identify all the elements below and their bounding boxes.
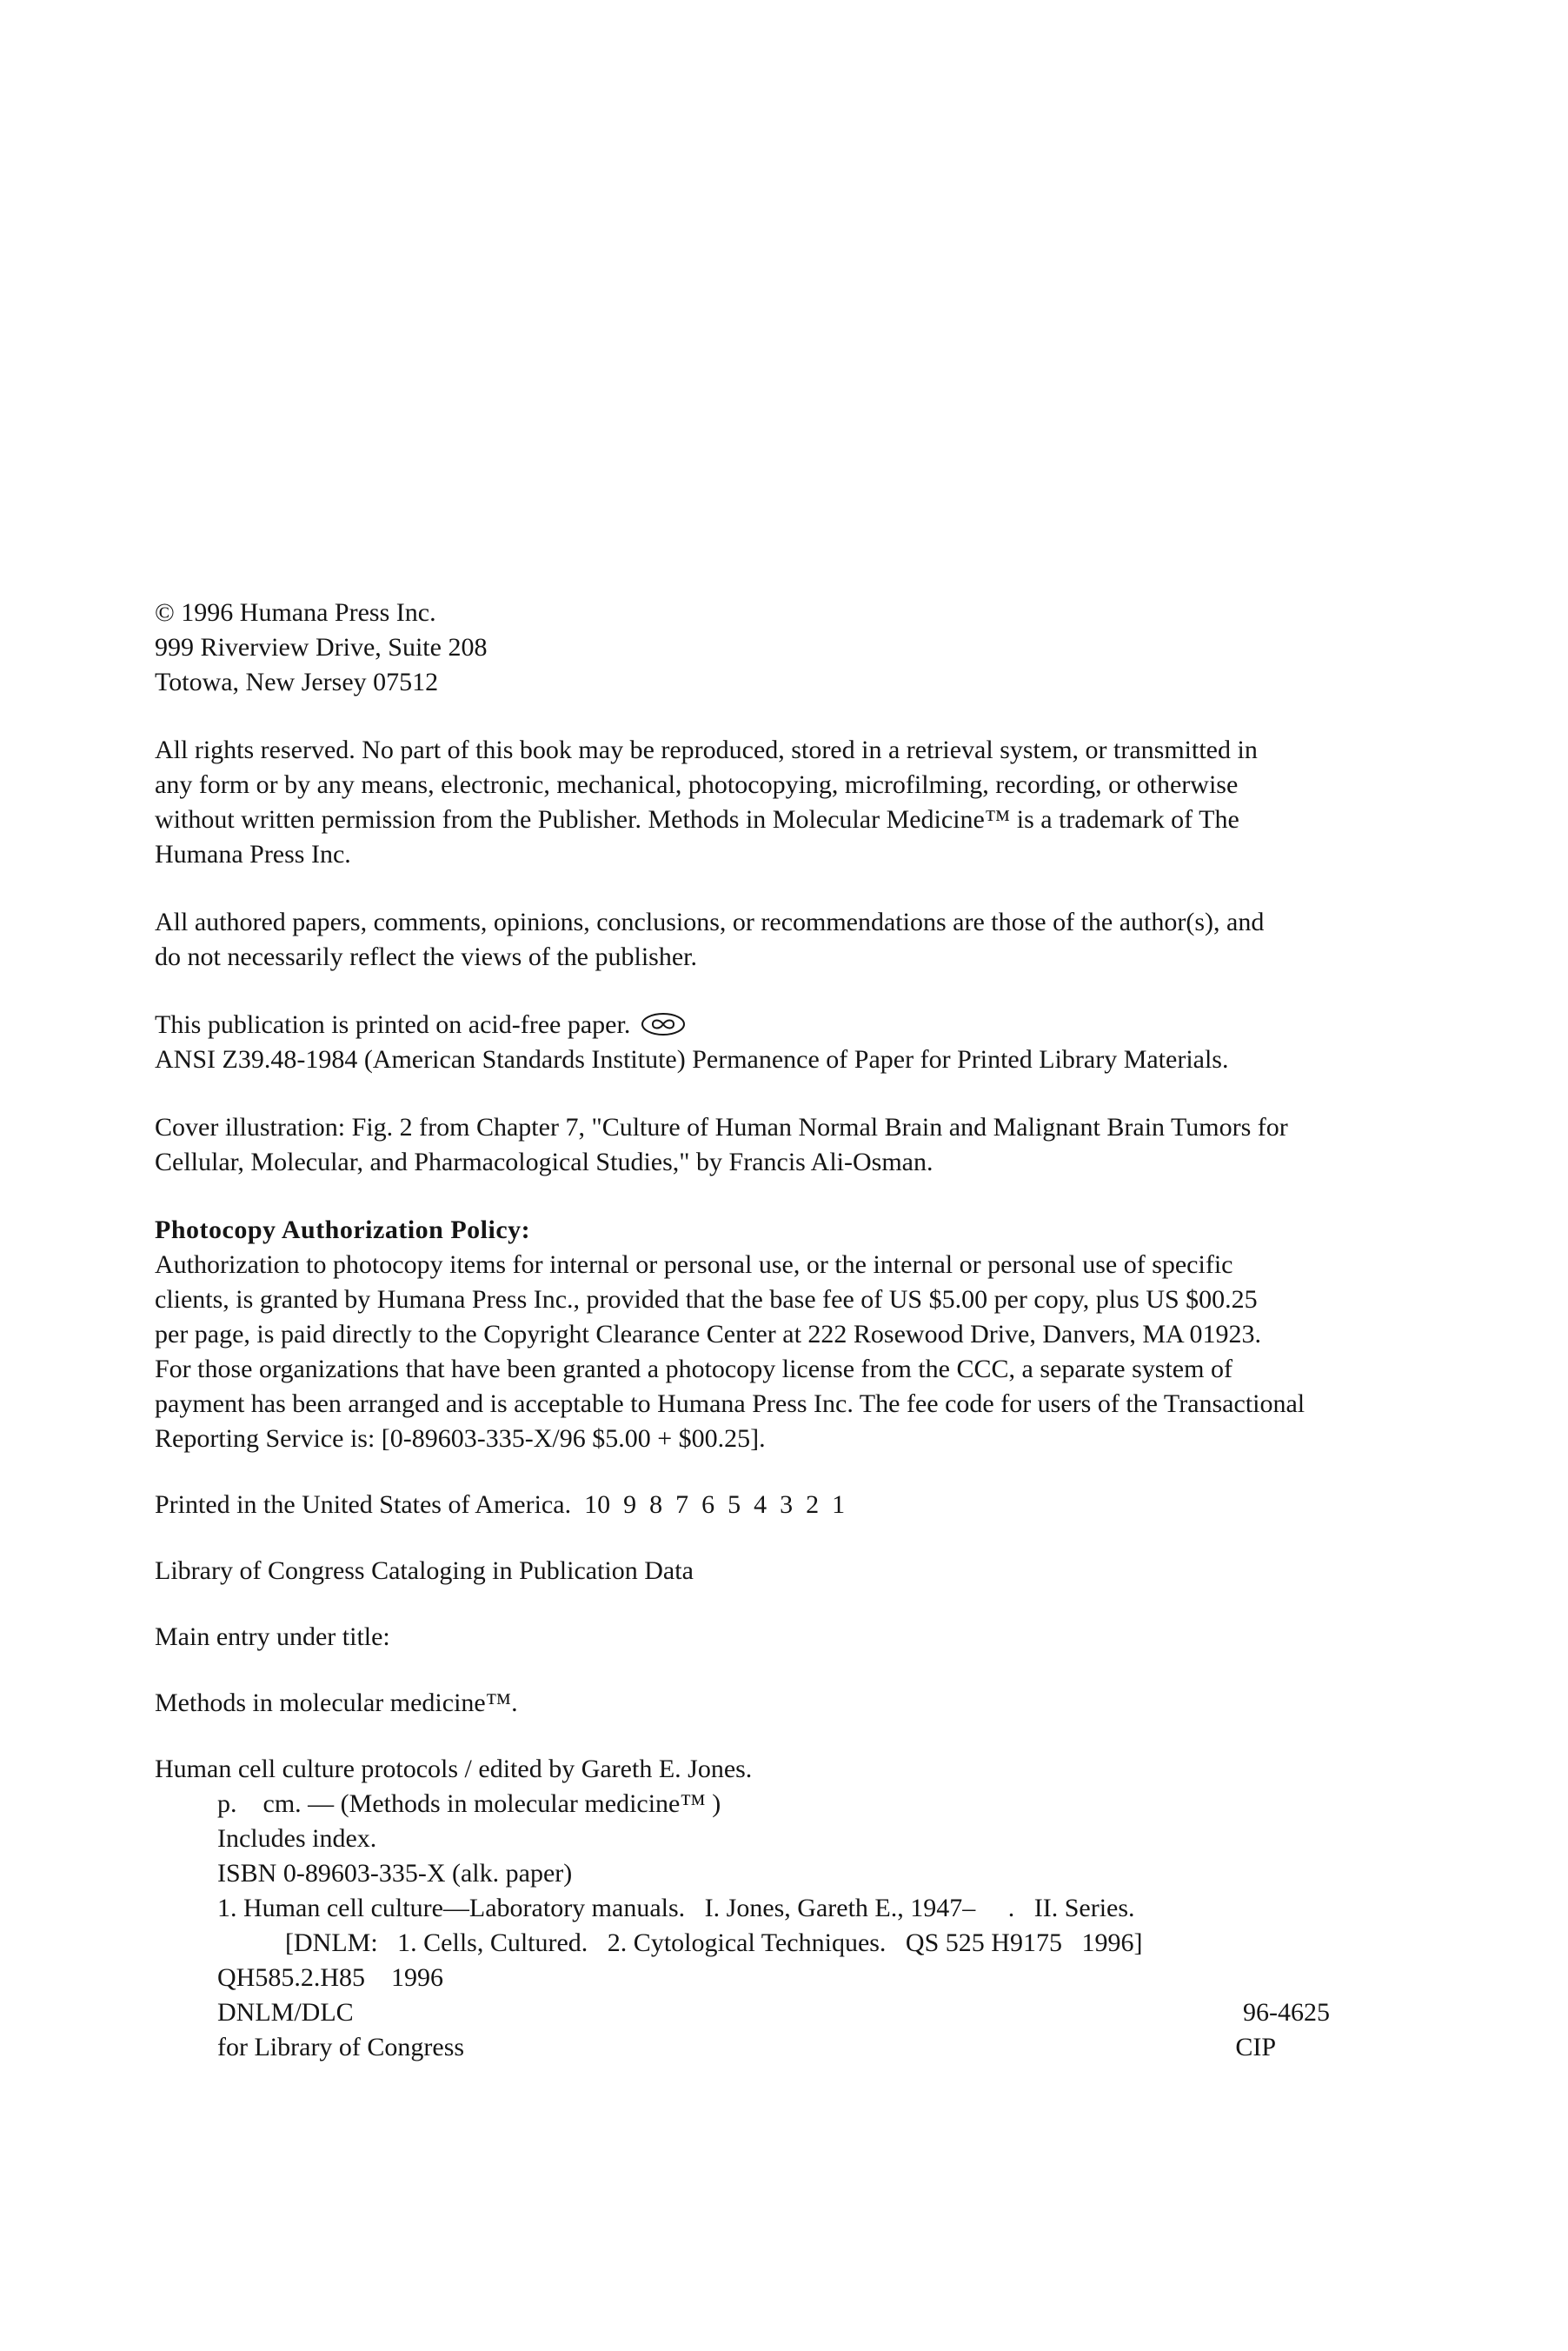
opinions-line: All authored papers, comments, opinions, conclusions, or recommendations are those of the author(s), and	[155, 908, 1265, 936]
rights-line: any form or by any means, electronic, mechanical, photocopying, microfilming, recording, or otherwise	[155, 770, 1239, 799]
series-title: Methods in molecular medicine™.	[155, 1688, 518, 1717]
ansi-line: ANSI Z39.48-1984 (American Standards Institute) Permanence of Paper for Printed Library Materials.	[155, 1045, 1229, 1074]
photocopy-line: payment has been arranged and is acceptable to Humana Press Inc. The fee code for users of the Transactional	[155, 1389, 1306, 1418]
infinity-circle-icon	[641, 1012, 686, 1036]
acid-free-text: This publication is printed on acid-free paper.	[155, 1010, 631, 1039]
main-entry: Main entry under title:	[155, 1622, 390, 1651]
rights-line: Humana Press Inc.	[155, 840, 351, 869]
cip-subjects: 1. Human cell culture—Laboratory manuals. I. Jones, Gareth E., 1947– . II. Series.	[217, 1894, 1135, 1922]
opinions-line: do not necessarily reflect the views of the publisher.	[155, 942, 697, 971]
cip-dnlm: [DNLM: 1. Cells, Cultured. 2. Cytological Techniques. QS 525 H9175 1996]	[285, 1928, 1143, 1957]
copyright-page	[155, 596, 1406, 2065]
cip-physical: p. cm. — (Methods in molecular medicine™ )	[217, 1789, 721, 1818]
cip-lc-row	[155, 2030, 1330, 2065]
cip-dnlm-dlc: DNLM/DLC	[217, 1998, 354, 2027]
printed-line	[155, 1488, 1406, 1522]
acid-free-line	[155, 1008, 1406, 1042]
rights-paragraph	[155, 733, 1406, 872]
cover-line: Cellular, Molecular, and Pharmacological Studies," by Francis Ali-Osman.	[155, 1148, 933, 1176]
cip-dnlm-row	[155, 1995, 1330, 2030]
cip-title-line: Human cell culture protocols / edited by Gareth E. Jones.	[155, 1755, 753, 1783]
photocopy-heading: Photocopy Authorization Policy:	[155, 1215, 531, 1244]
printed-text: Printed in the United States of America.	[155, 1490, 572, 1519]
cip-lccn: 96-4625	[1243, 1998, 1330, 2027]
address-line-1: 999 Riverview Drive, Suite 208	[155, 633, 488, 662]
cover-paragraph	[155, 1110, 1406, 1180]
address-line-2: Totowa, New Jersey 07512	[155, 668, 439, 696]
cip-record	[155, 1752, 1406, 2065]
cip-label: CIP	[1235, 2033, 1276, 2061]
photocopy-line: For those organizations that have been granted a photocopy license from the CCC, a separate system of	[155, 1355, 1232, 1383]
photocopy-line: Authorization to photocopy items for internal or personal use, or the internal or personal use of specific	[155, 1250, 1233, 1279]
photocopy-line: per page, is paid directly to the Copyright Clearance Center at 222 Rosewood Drive, Danvers, MA 01923.	[155, 1320, 1262, 1349]
cip-for-lc: for Library of Congress	[217, 2033, 465, 2061]
opinions-paragraph	[155, 905, 1406, 975]
photocopy-line: Reporting Service is: [0-89603-335-X/96 $5.00 + $00.25].	[155, 1424, 766, 1453]
cip-includes: Includes index.	[217, 1824, 377, 1853]
cip-isbn: ISBN 0-89603-335-X (alk. paper)	[217, 1859, 573, 1888]
photocopy-line: clients, is granted by Humana Press Inc., provided that the base fee of US $5.00 per copy, plus US $00.25	[155, 1285, 1258, 1314]
rights-line: All rights reserved. No part of this book may be reproduced, stored in a retrieval system, or transmitted in	[155, 736, 1258, 764]
cip-header: Library of Congress Cataloging in Publication Data	[155, 1556, 694, 1585]
printing-numbers: 10 9 8 7 6 5 4 3 2 1	[584, 1490, 846, 1519]
copyright-line: © 1996 Humana Press Inc.	[155, 598, 436, 627]
paper-paragraph	[155, 1008, 1406, 1077]
publisher-block	[155, 596, 1406, 700]
rights-line: without written permission from the Publisher. Methods in Molecular Medicine™ is a trademark of The	[155, 805, 1239, 834]
cover-line: Cover illustration: Fig. 2 from Chapter 7, "Culture of Human Normal Brain and Malignant Brain Tumors for	[155, 1113, 1288, 1142]
cip-lc-class: QH585.2.H85 1996	[217, 1963, 443, 1992]
photocopy-paragraph	[155, 1213, 1406, 1456]
